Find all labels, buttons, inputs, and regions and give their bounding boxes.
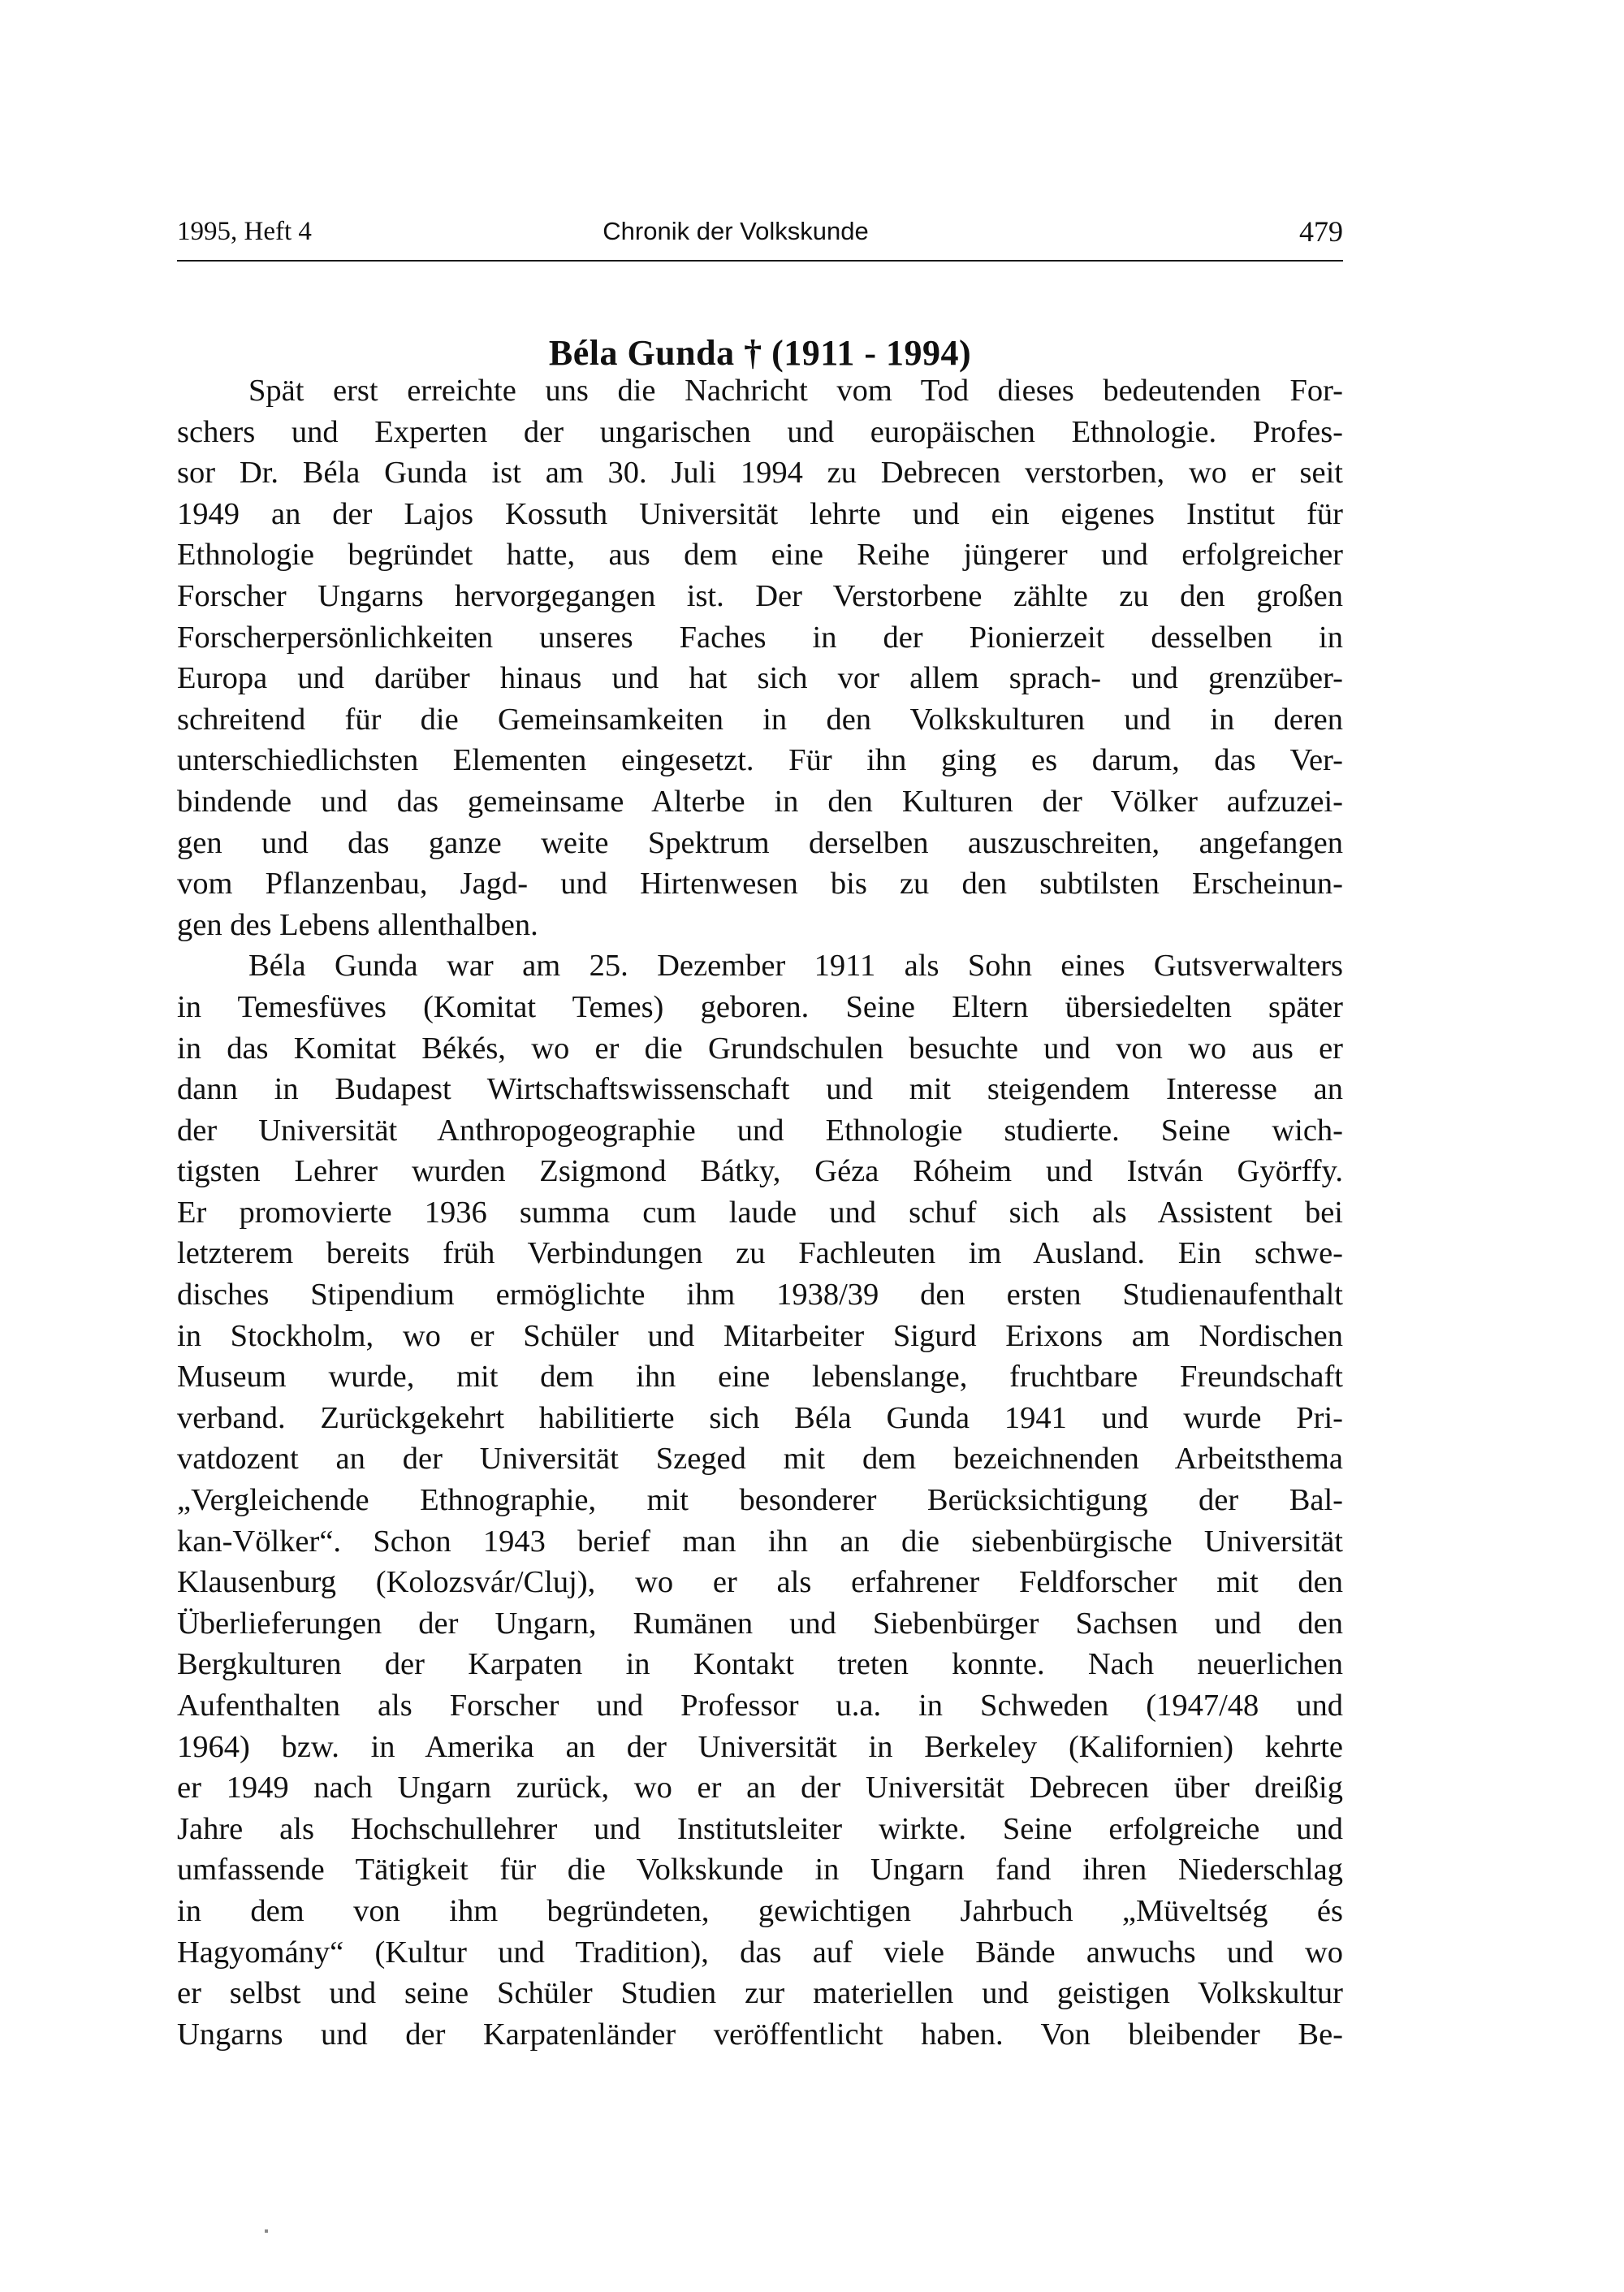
issue-label: 1995, Heft 4 [177,217,312,246]
text-line: 1949 an der Lajos Kossuth Universität lehrte und ein eigenes Institut für [177,496,1343,531]
text-line: letzterem bereits früh Verbindungen zu Fachleuten im Ausland. Ein schwe- [177,1236,1343,1271]
text-line: „Vergleichende Ethnographie, mit besonderer Berücksichtigung der Bal- [177,1483,1343,1518]
text-line: Bergkulturen der Karpaten in Kontakt treten konnte. Nach neuerlichen [177,1647,1343,1682]
text-line: Aufenthalten als Forscher und Professor u.a. in Schweden (1947/48 und [177,1689,1343,1723]
text-line: Er promovierte 1936 summa cum laude und schuf sich als Assistent bei [177,1195,1343,1230]
text-line: kan-Völker“. Schon 1943 berief man ihn an die siebenbürgische Universität [177,1524,1343,1559]
text-line: gen des Lebens allenthalben. [177,907,538,942]
header-rule [177,260,1343,262]
text-line: Spät erst erreichte uns die Nachricht vom Tod dieses bedeutenden For- [248,374,1343,408]
text-line: dann in Budapest Wirtschaftswissenschaft und mit steigendem Interesse an [177,1072,1343,1107]
text-line: Klausenburg (Kolozsvár/Cluj), wo er als erfahrener Feldforscher mit den [177,1565,1343,1600]
journal-section-title: Chronik der Volkskunde [603,217,869,245]
text-line: schreitend für die Gemeinsamkeiten in den Volkskulturen und in deren [177,702,1343,737]
text-line: unterschiedlichsten Elementen eingesetzt. Für ihn ging es darum, das Ver- [177,743,1343,778]
paragraph-2 [177,945,1343,2055]
text-line: tigsten Lehrer wurden Zsigmond Bátky, Géza Róheim und István Györffy. [177,1154,1343,1189]
text-line: Europa und darüber hinaus und hat sich vor allem sprach- und grenzüber- [177,661,1343,696]
text-line: vom Pflanzenbau, Jagd- und Hirtenwesen bis zu den subtilsten Erscheinun- [177,867,1343,902]
text-line: sor Dr. Béla Gunda ist am 30. Juli 1994 zu Debrecen verstorben, wo er seit [177,456,1343,491]
text-line: in dem von ihm begründeten, gewichtigen Jahrbuch „Müveltség és [177,1893,1343,1928]
text-line: vatdozent an der Universität Szeged mit dem bezeichnenden Arbeitsthema [177,1442,1343,1477]
text-line: Jahre als Hochschullehrer und Institutsleiter wirkte. Seine erfolgreiche und [177,1811,1343,1846]
text-line: Forscher Ungarns hervorgegangen ist. Der Verstorbene zählte zu den großen [177,578,1343,613]
text-line: in Stockholm, wo er Schüler und Mitarbeiter Sigurd Erixons am Nordischen [177,1318,1343,1353]
text-line: umfassende Tätigkeit für die Volkskunde in Ungarn fand ihren Niederschlag [177,1853,1343,1888]
text-line: Museum wurde, mit dem ihn eine lebenslange, fruchtbare Freundschaft [177,1360,1343,1395]
text-line: in Temesfüves (Komitat Temes) geboren. Seine Eltern übersiedelten später [177,989,1343,1024]
running-head [177,213,1343,250]
text-line: Ethnologie begründet hatte, aus dem eine Reihe jüngerer und erfolgreicher [177,538,1343,573]
article-body [177,370,1343,2055]
text-line: der Universität Anthropogeographie und Ethnologie studierte. Seine wich- [177,1113,1343,1148]
text-line: disches Stipendium ermöglichte ihm 1938/39 den ersten Studienaufenthalt [177,1278,1343,1312]
text-line: verband. Zurückgekehrt habilitierte sich Béla Gunda 1941 und wurde Pri- [177,1400,1343,1435]
text-line: er selbst und seine Schüler Studien zur materiellen und geistigen Volkskultur [177,1976,1343,2011]
text-line: bindende und das gemeinsame Alterbe in den Kulturen der Völker aufzuzei- [177,784,1343,819]
text-line: er 1949 nach Ungarn zurück, wo er an der Universität Debrecen über dreißig [177,1771,1343,1805]
text-line: gen und das ganze weite Spektrum derselben auszuschreiten, angefangen [177,825,1343,860]
text-line: Hagyomány“ (Kultur und Tradition), das auf viele Bände anwuchs und wo [177,1935,1343,1970]
text-line: Ungarns und der Karpatenländer veröffentlicht haben. Von bleibender Be- [177,2017,1343,2052]
paragraph-1 [177,370,1343,945]
text-line: schers und Experten der ungarischen und europäischen Ethnologie. Profes- [177,414,1343,449]
page-number: 479 [1299,215,1343,248]
text-line: Forscherpersönlichkeiten unseres Faches in der Pionierzeit desselben in [177,620,1343,655]
text-line: 1964) bzw. in Amerika an der Universität in Berkeley (Kalifornien) kehrte [177,1729,1343,1764]
text-line: Überlieferungen der Ungarn, Rumänen und Siebenbürger Sachsen und den [177,1606,1343,1641]
scan-speck [265,2229,268,2233]
text-line: Béla Gunda war am 25. Dezember 1911 als Sohn eines Gutsverwalters [248,949,1343,984]
text-line: in das Komitat Békés, wo er die Grundschulen besuchte und von wo aus er [177,1031,1343,1066]
article-title: Béla Gunda † (1911 - 1994) [548,333,972,374]
